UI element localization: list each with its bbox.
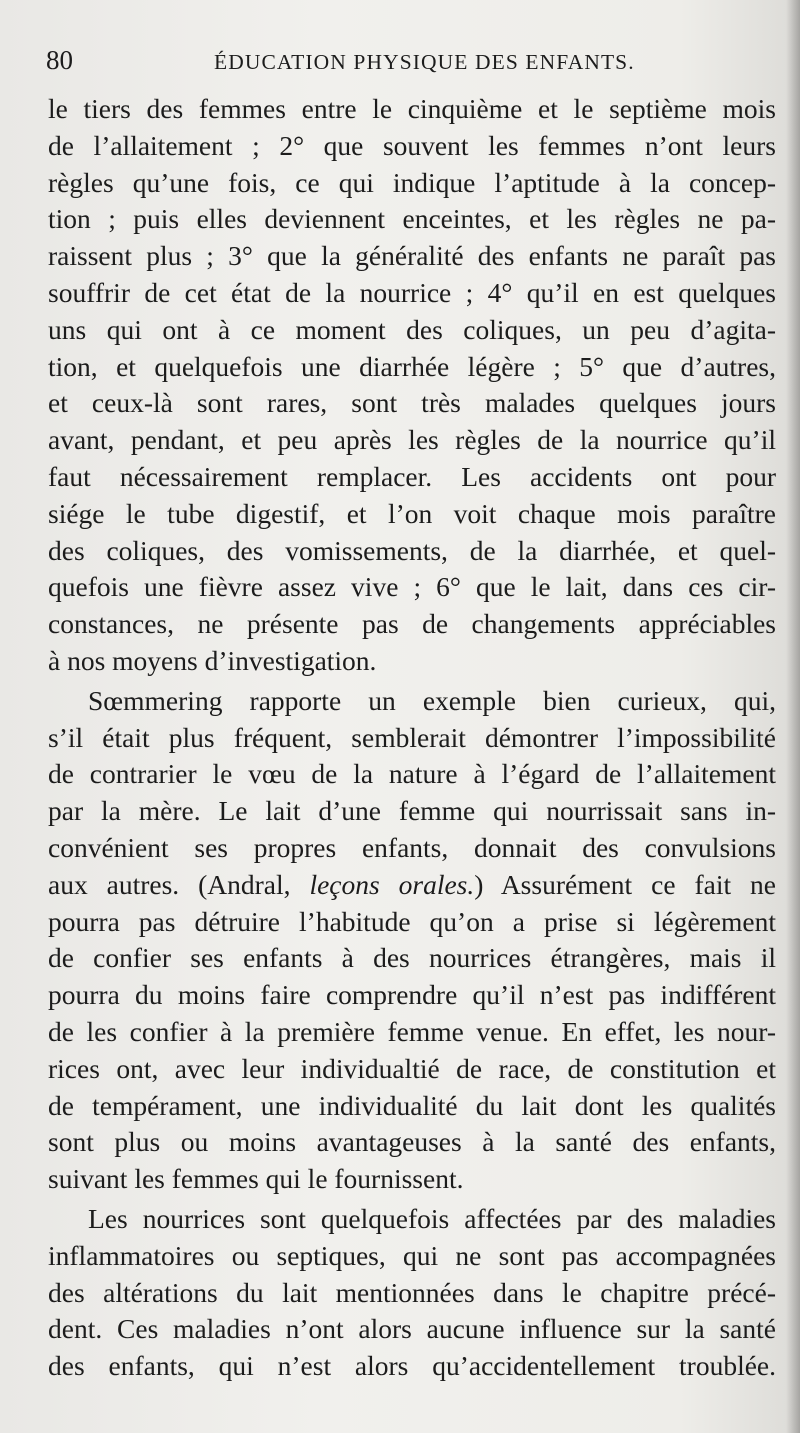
text-line: des enfants, qui n’est alors qu’accidentellement troublée. <box>48 1350 776 1382</box>
text-line: Les nourrices sont quelquefois affectées par des maladies <box>88 1202 776 1234</box>
paragraph-2 <box>48 683 776 1198</box>
text-line: s’il était plus fréquent, semblerait démontrer l’impossibilité <box>48 721 776 753</box>
page-header <box>46 40 746 80</box>
text-line: de contrarier le vœu de la nature à l’égard de l’allaitement <box>48 758 776 790</box>
text-line: Sœmmering rapporte un exemple bien curieux, qui, <box>88 684 776 716</box>
text-line: de les confier à la première femme venue. En effet, les nour- <box>48 1015 776 1047</box>
text-line: pourra du moins faire comprendre qu’il n’est pas indifférent <box>48 979 776 1011</box>
text-line: à nos moyens d’investigation. <box>48 644 377 676</box>
text-line: suivant les femmes qui le fournissent. <box>48 1163 464 1195</box>
text-line: des coliques, des vomissements, de la diarrhée, et quel- <box>48 534 776 566</box>
paragraph-1 <box>48 91 776 680</box>
text-line: constances, ne présente pas de changements appréciables <box>48 608 776 640</box>
text-line: de l’allaitement ; 2° que souvent les femmes n’ont leurs <box>48 129 776 161</box>
text-line: siége le tube digestif, et l’on voit chaque mois paraître <box>48 497 776 529</box>
text-line: inflammatoires ou septiques, qui ne sont pas accompagnées <box>48 1239 776 1271</box>
text-line: quefois une fièvre assez vive ; 6° que le lait, dans ces cir- <box>48 571 776 603</box>
text-line: des altérations du lait mentionnées dans le chapitre précé- <box>48 1276 776 1308</box>
text-line: faut nécessairement remplacer. Les accidents ont pour <box>48 460 776 492</box>
page-number: 80 <box>46 45 73 75</box>
text-line: uns qui ont à ce moment des coliques, un peu d’agita- <box>48 313 776 345</box>
body-text <box>48 91 776 1385</box>
text-line: aux autres. (Andral, leçons orales.) Assurément ce fait ne <box>48 868 776 900</box>
page-edge-shadow <box>786 0 800 1433</box>
text-line: rices ont, avec leur individualtié de race, de constitution et <box>48 1052 776 1084</box>
text-line: de confier ses enfants à des nourrices étrangères, mais il <box>48 942 776 974</box>
text-line: règles qu’une fois, ce qui indique l’aptitude à la concep- <box>48 166 776 198</box>
text-line: tion ; puis elles deviennent enceintes, et les règles ne pa- <box>48 203 776 235</box>
text-line: et ceux-là sont rares, sont très malades quelques jours <box>48 387 776 419</box>
text-line: convénient ses propres enfants, donnait des convulsions <box>48 831 776 863</box>
text-line: tion, et quelquefois une diarrhée légère ; 5° que d’autres, <box>48 350 776 382</box>
italic-citation: leçons orales. <box>309 868 475 900</box>
text-line: raissent plus ; 3° que la généralité des enfants ne paraît pas <box>48 240 776 272</box>
text-line: avant, pendant, et peu après les règles de la nourrice qu’il <box>48 424 776 456</box>
text-line: par la mère. Le lait d’une femme qui nourrissait sans in- <box>48 795 776 827</box>
paragraph-3 <box>48 1201 776 1385</box>
text-line: pourra pas détruire l’habitude qu’on a prise si légèrement <box>48 905 776 937</box>
text-line: le tiers des femmes entre le cinquième et le septième mois <box>48 93 776 124</box>
text-line: de tempérament, une individualité du lait dont les qualités <box>48 1089 776 1121</box>
running-title: ÉDUCATION PHYSIQUE DES ENFANTS. <box>214 50 635 74</box>
text-line: dent. Ces maladies n’ont alors aucune influence sur la santé <box>48 1313 776 1345</box>
text-line: souffrir de cet état de la nourrice ; 4° qu’il en est quelques <box>48 276 776 308</box>
text-line: sont plus ou moins avantageuses à la santé des enfants, <box>48 1126 776 1158</box>
